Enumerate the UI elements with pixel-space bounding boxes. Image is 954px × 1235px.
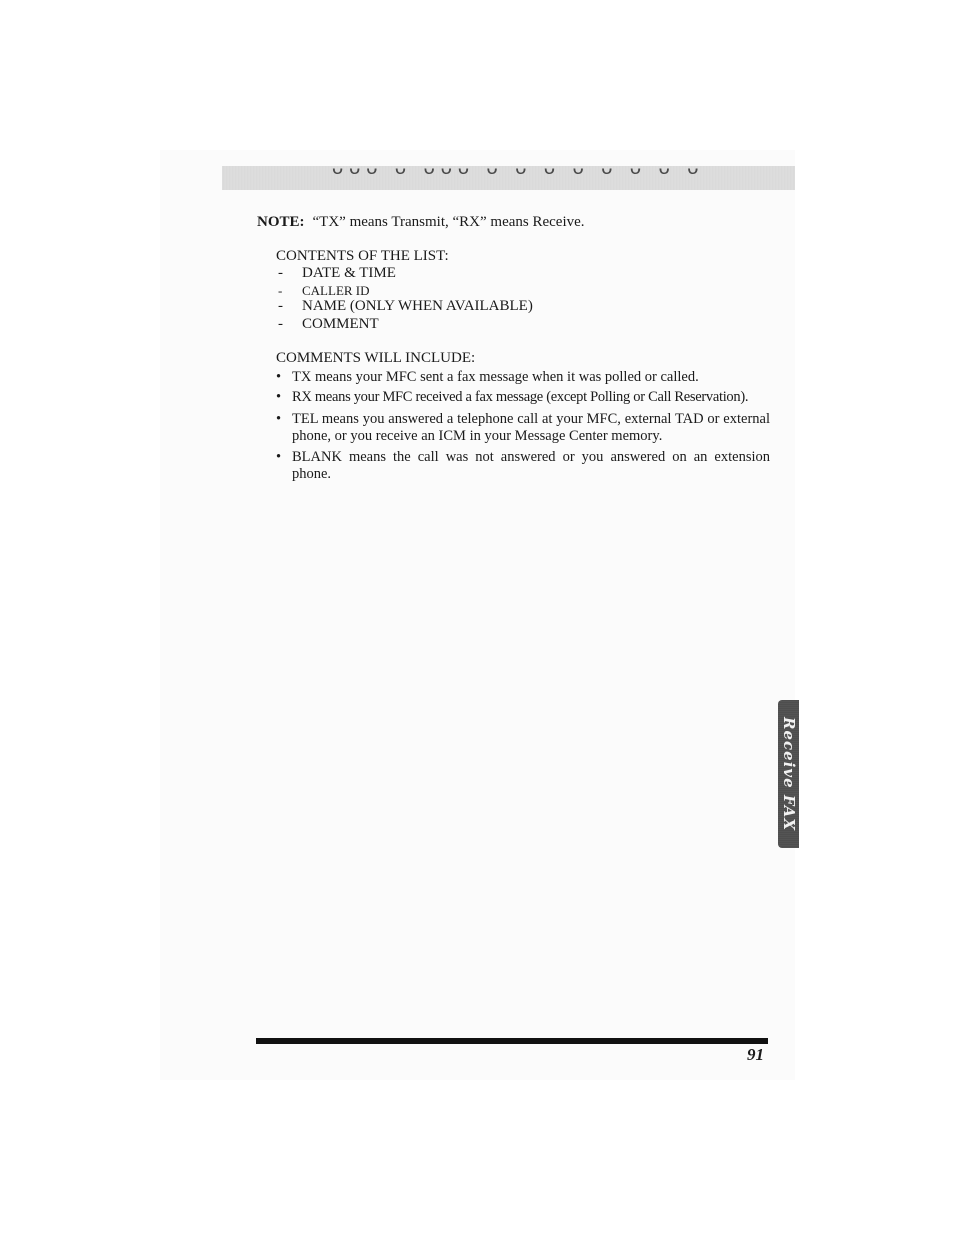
contents-heading: CONTENTS OF THE LIST:	[276, 248, 449, 264]
bullet-dot: •	[276, 449, 282, 465]
page-background	[160, 150, 795, 1080]
bullet-text: RX means your MFC received a fax message (except Polling or Call Reservation).	[292, 389, 749, 405]
bullet-text: TEL means you answered a telephone call at your MFC, external TAD or external phone, or you receive an ICM in your Message Center memory.	[292, 411, 770, 444]
bullet-item	[276, 369, 770, 386]
page-number: 91	[747, 1045, 764, 1064]
note-text: “TX” means Transmit, “RX” means Receive.	[312, 214, 585, 230]
section-tab-label: Receive FAX	[779, 717, 798, 831]
chapter-header-fragment: ᴗᴗᴗ ᴗ ᴗᴗᴗ ᴗ ᴗ ᴗ ᴗ ᴗ ᴗ ᴗ ᴗ	[332, 166, 705, 179]
bullet-text: TX means your MFC sent a fax message when it was polled or called.	[292, 369, 699, 385]
footer-rule	[256, 1038, 768, 1044]
list-item	[278, 283, 370, 299]
dash-marker: -	[278, 283, 283, 298]
note-label: NOTE:	[257, 214, 305, 230]
list-item	[278, 265, 396, 282]
dash-marker: -	[278, 265, 283, 281]
dash-marker: -	[278, 316, 283, 332]
list-item-text: CALLER ID	[302, 283, 370, 298]
list-item-text: NAME (ONLY WHEN AVAILABLE)	[302, 298, 533, 314]
note-line	[257, 214, 585, 231]
list-item-text: COMMENT	[302, 316, 379, 332]
section-tab	[778, 700, 799, 848]
comments-heading: COMMENTS WILL INCLUDE:	[276, 350, 476, 366]
bullet-dot: •	[276, 369, 282, 385]
list-item-text: DATE & TIME	[302, 265, 396, 281]
bullet-dot: •	[276, 389, 281, 405]
list-item	[278, 316, 379, 333]
bullet-item	[276, 389, 770, 406]
dash-marker: -	[278, 298, 283, 314]
bullet-dot: •	[276, 411, 282, 427]
list-item	[278, 298, 533, 315]
bullet-item	[276, 449, 770, 483]
chapter-header-band	[222, 166, 795, 190]
bullet-text: BLANK means the call was not answered or you answered on an extension phone.	[292, 449, 770, 482]
bullet-item	[276, 411, 770, 445]
